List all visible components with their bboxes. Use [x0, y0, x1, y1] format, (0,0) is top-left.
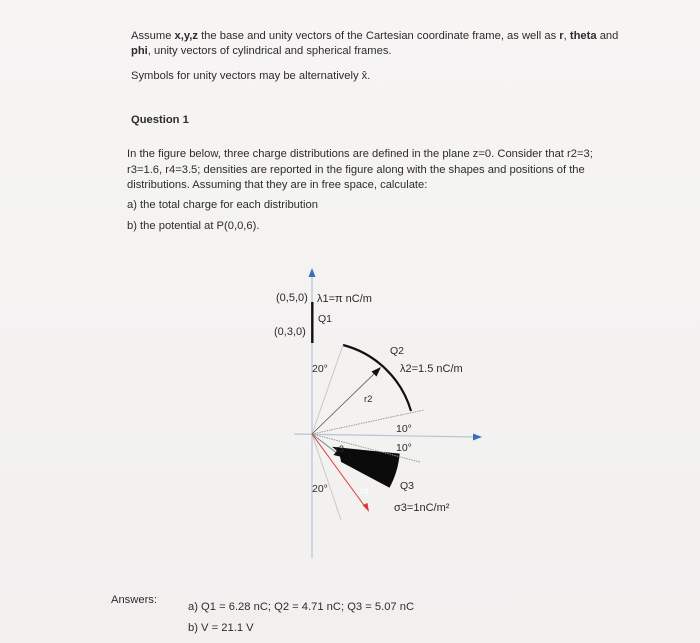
- question-heading: Question 1: [131, 114, 189, 126]
- label-r2: r2: [364, 394, 373, 405]
- label-q2: Q2: [390, 345, 405, 357]
- question-paragraph-line-2: r3=1.6, r4=3.5; densities are reported in the figure along with the shapes and positions of the: [127, 164, 585, 176]
- label-r4: r4: [360, 486, 369, 497]
- intro-text: and: [596, 30, 619, 42]
- label-q1: Q1: [318, 313, 333, 325]
- question-paragraph-line-1: In the figure below, three charge distributions are defined in the plane z=0. Consider that r2=3;: [127, 148, 593, 160]
- question-item-b: b) the potential at P(0,0,6).: [127, 220, 260, 232]
- intro-bold-phi: phi: [131, 45, 148, 57]
- intro-bold-r: r: [559, 30, 564, 42]
- label-angle-20-top: 20°: [312, 363, 328, 375]
- intro-text: ,: [563, 30, 570, 42]
- label-angle-10-upper: 10°: [396, 423, 412, 435]
- intro-text: Assume: [131, 30, 175, 42]
- intro-line-3: Symbols for unity vectors may be alternatively x̂.: [131, 70, 371, 82]
- y-axis-arrow-icon: [309, 268, 316, 277]
- label-q3: Q3: [400, 480, 415, 492]
- answer-b: b) V = 21.1 V: [188, 622, 254, 634]
- label-sigma3: σ3=1nC/m²: [394, 502, 450, 514]
- label-point-030: (0,3,0): [274, 326, 306, 338]
- intro-text: , unity vectors of cylindrical and spherical frames.: [147, 45, 392, 57]
- label-lambda1: λ1=π nC/m: [317, 293, 372, 305]
- angle-20-top-line: [312, 345, 343, 434]
- label-angle-10-lower: 10°: [396, 442, 412, 454]
- label-point-050: (0,5,0): [276, 292, 308, 304]
- x-axis: [294, 434, 474, 437]
- intro-bold-xyz: x,y,z: [174, 30, 198, 42]
- answer-a: a) Q1 = 6.28 nC; Q2 = 4.71 nC; Q3 = 5.07 nC: [188, 601, 415, 613]
- label-angle-20-bottom: 20°: [312, 483, 328, 495]
- intro-bold-theta: theta: [569, 30, 597, 42]
- x-axis-arrow-icon: [473, 434, 482, 441]
- intro-text: the base and unity vectors of the Cartesian coordinate frame, as well as: [197, 30, 560, 42]
- question-paragraph-line-3: distributions. Assuming that they are in free space, calculate:: [127, 179, 428, 191]
- question-item-a: a) the total charge for each distribution: [127, 199, 318, 211]
- label-r3: r3: [336, 444, 345, 454]
- label-lambda2: λ2=1.5 nC/m: [400, 363, 463, 375]
- answers-label: Answers:: [111, 594, 158, 606]
